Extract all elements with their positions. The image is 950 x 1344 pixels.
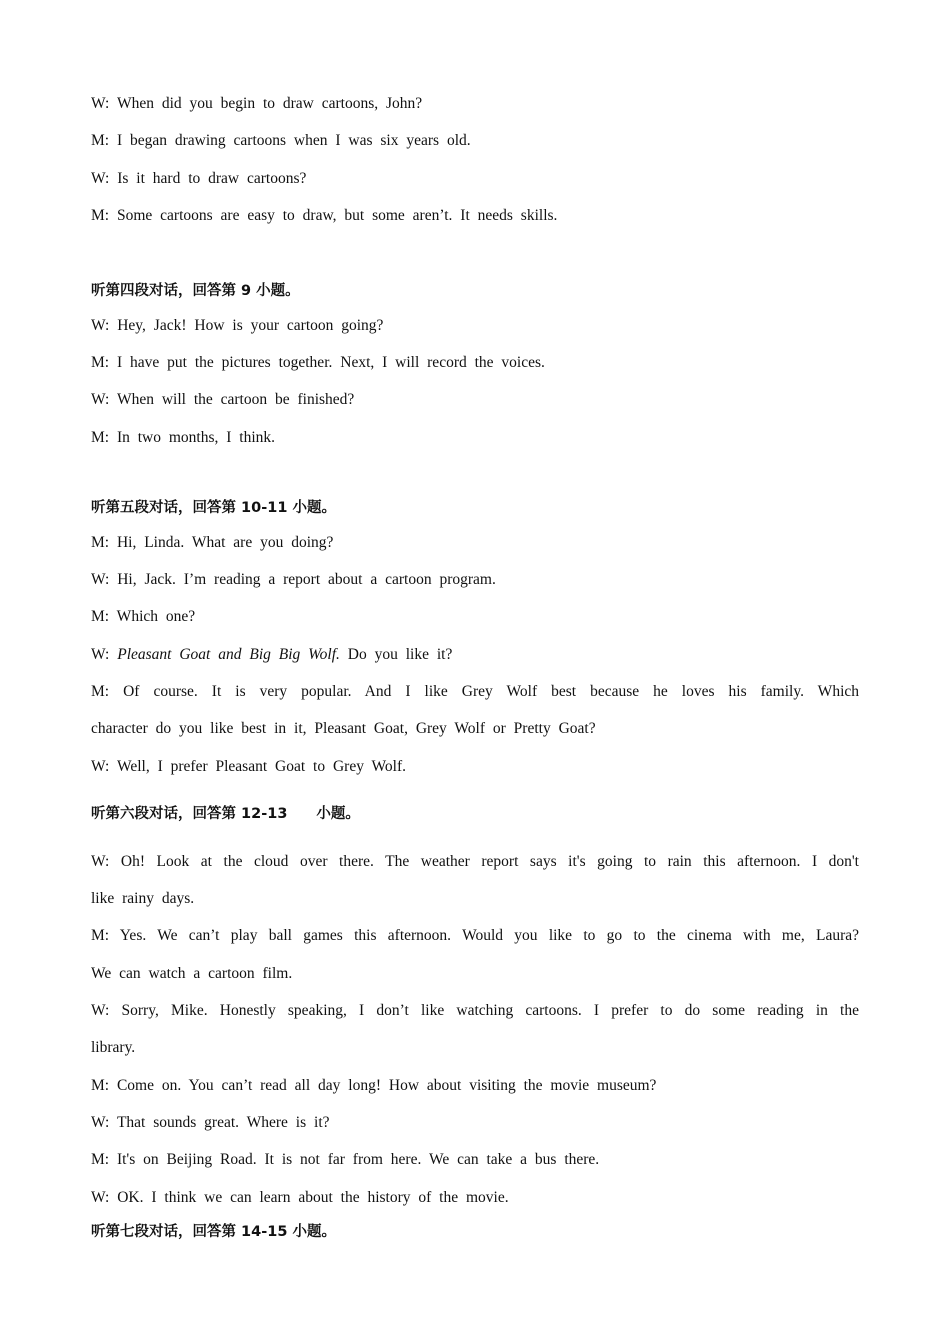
dialogue-line: W: Hey, Jack! How is your cartoon going? (91, 317, 384, 334)
dialogue-line: library. (91, 1039, 136, 1056)
dialogue-line: W: That sounds great. Where is it? (91, 1114, 330, 1131)
dialogue-line: W: Well, I prefer Pleasant Goat to Grey Wolf. (91, 758, 407, 775)
dialogue-line: W: Hi, Jack. I’m reading a report about a cartoon program. (91, 571, 496, 588)
dialogue-line: W: When will the cartoon be finished? (91, 391, 355, 408)
dialogue-line (91, 645, 452, 665)
dialogue-line: W: OK. I think we can learn about the history of the movie. (91, 1189, 509, 1206)
dialogue-line: We can watch a cartoon film. (91, 965, 293, 982)
dialogue-line: W: When did you begin to draw cartoons, John? (91, 95, 423, 112)
dialogue-line: M: Which one? (91, 608, 196, 625)
section-heading-5: 听第五段对话，回答第 10-11 小题。 (91, 500, 336, 516)
line-text: Do you like it? (339, 646, 453, 663)
dialogue-line: M: Yes. We can’t play ball games this afternoon. Would you like to go to the cinema with me, Laura? (91, 927, 859, 944)
dialogue-line: W: Is it hard to draw cartoons? (91, 170, 307, 187)
dialogue-line: M: Hi, Linda. What are you doing? (91, 534, 334, 551)
section-heading-4: 听第四段对话，回答第 9 小题。 (91, 283, 300, 299)
dialogue-line: W: Sorry, Mike. Honestly speaking, I don’t like watching cartoons. I prefer to do some reading in the (91, 1002, 859, 1019)
dialogue-line: M: Some cartoons are easy to draw, but some aren’t. It needs skills. (91, 207, 558, 224)
dialogue-line: like rainy days. (91, 890, 195, 907)
program-title: Pleasant Goat and Big Big Wolf. (117, 646, 340, 663)
dialogue-line: M: Of course. It is very popular. And I like Grey Wolf best because he loves his family. Which (91, 683, 859, 700)
section-heading-7: 听第七段对话，回答第 14-15 小题。 (91, 1224, 336, 1240)
speaker-prefix: W: (91, 646, 118, 663)
dialogue-line: M: It's on Beijing Road. It is not far from here. We can take a bus there. (91, 1151, 600, 1168)
section-heading-6: 听第六段对话，回答第 12-13 小题。 (91, 806, 360, 822)
dialogue-line: M: Come on. You can’t read all day long! How about visiting the movie museum? (91, 1077, 657, 1094)
dialogue-line: character do you like best in it, Pleasant Goat, Grey Wolf or Pretty Goat? (91, 720, 596, 737)
dialogue-line: M: I began drawing cartoons when I was six years old. (91, 132, 471, 149)
dialogue-line: W: Oh! Look at the cloud over there. The weather report says it's going to rain this afternoon. I don't (91, 853, 859, 870)
dialogue-line: M: I have put the pictures together. Next, I will record the voices. (91, 354, 545, 371)
dialogue-line: M: In two months, I think. (91, 429, 276, 446)
